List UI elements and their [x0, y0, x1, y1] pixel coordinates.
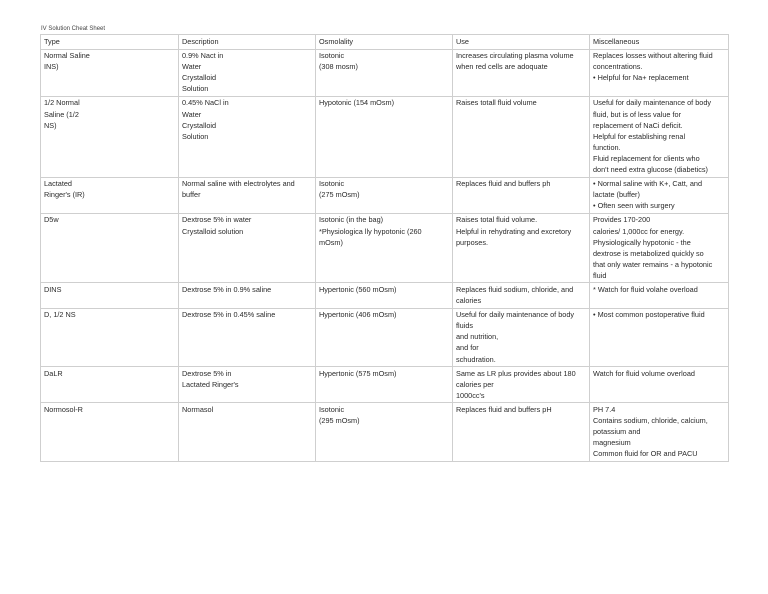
table-cell: Useful for daily maintenance of body fluid, but is of less value for replacement of NaCi deficit. Helpful for establishing renal function. Fluid replacement for clients who don't need extra glucose (diabetics): [590, 96, 729, 177]
table-cell: D, 1/2 NS: [41, 308, 179, 366]
table-row: [41, 96, 729, 177]
table-cell: 0.45% NaCl in Water Crystalloid Solution: [179, 96, 316, 177]
iv-solution-table: [40, 34, 729, 462]
table-cell: Dextrose 5% in water Crystalloid solution: [179, 213, 316, 283]
table-cell: Raises totall fluid volume: [453, 96, 590, 177]
table-row: [41, 283, 729, 308]
table-cell: Replaces losses without altering fluid concentrations. • Helpful for Na+ replacement: [590, 49, 729, 96]
table-cell: Hypotonic (154 mOsm): [316, 96, 453, 177]
table-cell: Replaces fluid and buffers ph: [453, 177, 590, 213]
column-header: Use: [453, 35, 590, 50]
table-cell: Useful for daily maintenance of body fluids and nutrition, and for schudration.: [453, 308, 590, 366]
table-cell: Isotonic (308 mosm): [316, 49, 453, 96]
table-cell: Hypertonic (560 mOsm): [316, 283, 453, 308]
table-cell: Same as LR plus provides about 180 calories per 1000cc's: [453, 367, 590, 403]
table-cell: Hypertonic (575 mOsm): [316, 367, 453, 403]
table-cell: Normal saline with electrolytes and buffer: [179, 177, 316, 213]
table-cell: Dextrose 5% in 0.9% saline: [179, 283, 316, 308]
table-cell: Replaces fluid sodium, chloride, and calories: [453, 283, 590, 308]
table-row: [41, 213, 729, 283]
table-row: [41, 177, 729, 213]
table-cell: • Most common postoperative fluid: [590, 308, 729, 366]
table-cell: Normal Saline INS): [41, 49, 179, 96]
table-row: [41, 403, 729, 461]
table-cell: 1/2 Normal Saline (1/2 NS): [41, 96, 179, 177]
table-cell: Isotonic (275 mOsm): [316, 177, 453, 213]
table-cell: Lactated Ringer's (IR): [41, 177, 179, 213]
column-header: Description: [179, 35, 316, 50]
table-header-row: [41, 35, 729, 50]
column-header: Miscellaneous: [590, 35, 729, 50]
table-cell: Raises total fluid volume. Helpful in rehydrating and excretory purposes.: [453, 213, 590, 283]
table-cell: • Normal saline with K+, Catt, and lactate (buffer) • Often seen with surgery: [590, 177, 729, 213]
column-header: Osmolality: [316, 35, 453, 50]
table-cell: Replaces fluid and buffers pH: [453, 403, 590, 461]
table-row: [41, 308, 729, 366]
table-row: [41, 367, 729, 403]
table-cell: Isotonic (in the bag) *Physiologica lly hypotonic (260 mOsm): [316, 213, 453, 283]
table-cell: Dextrose 5% in 0.45% saline: [179, 308, 316, 366]
table-cell: Provides 170-200 calories/ 1,000cc for energy. Physiologically hypotonic - the dextrose is metabolized quickly so that only water remains - a hypotonic fluid: [590, 213, 729, 283]
table-cell: 0.9% Nact in Water Crystalloid Solution: [179, 49, 316, 96]
table-cell: Isotonic (295 mOsm): [316, 403, 453, 461]
table-cell: Normasol: [179, 403, 316, 461]
table-row: [41, 49, 729, 96]
page-title: IV Solution Cheat Sheet: [41, 26, 106, 32]
table-cell: Increases circulating plasma volume when red cells are adoquate: [453, 49, 590, 96]
table-cell: Hypertonic (406 mOsm): [316, 308, 453, 366]
table-cell: Dextrose 5% in Lactated Ringer's: [179, 367, 316, 403]
table-cell: * Watch for fluid volahe overload: [590, 283, 729, 308]
table-cell: DINS: [41, 283, 179, 308]
table-cell: DaLR: [41, 367, 179, 403]
table-cell: Watch for fluid volume overload: [590, 367, 729, 403]
table-cell: Normosol-R: [41, 403, 179, 461]
table-cell: PH 7.4 Contains sodium, chloride, calcium, potassium and magnesium Common fluid for OR and PACU: [590, 403, 729, 461]
table-cell: D5w: [41, 213, 179, 283]
column-header: Type: [41, 35, 179, 50]
